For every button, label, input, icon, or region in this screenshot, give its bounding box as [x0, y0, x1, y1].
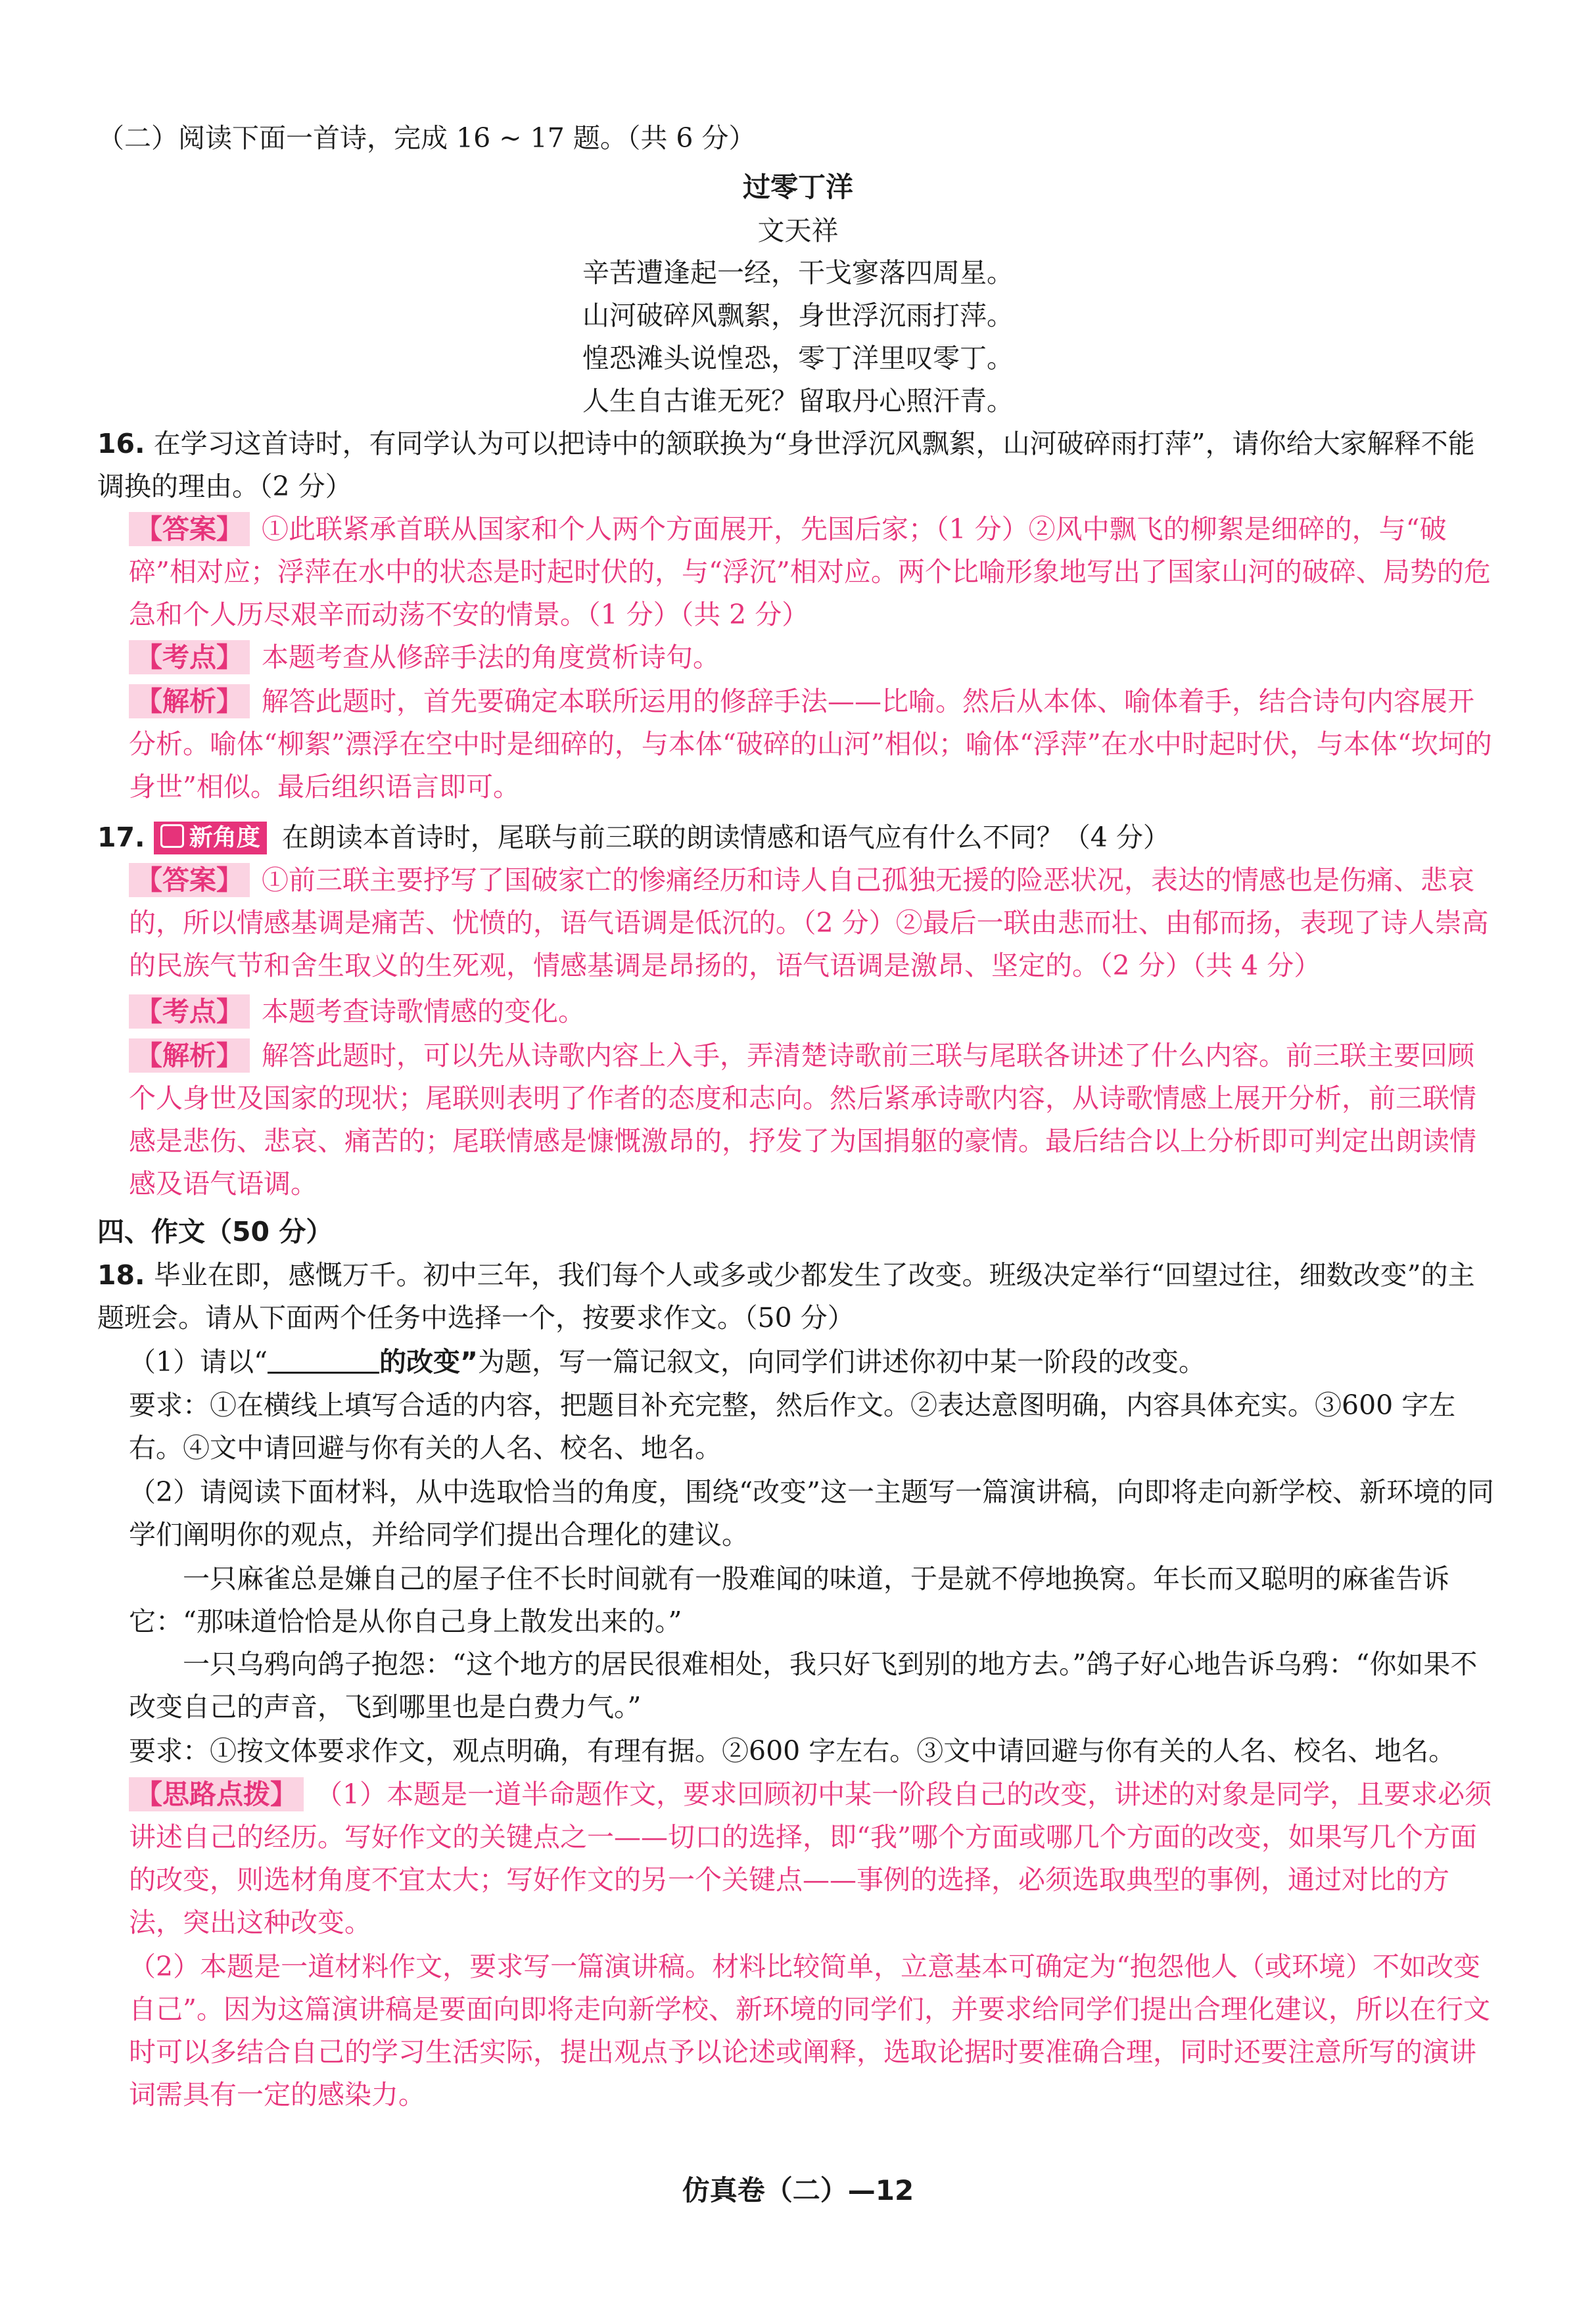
tips-text-2: （2）本题是一道材料作文，要求写一篇演讲稿。材料比较简单，立意基本可确定为“抱怨他人（或环境）不如改变自己”。因为这篇演讲稿是要面向即将走向新学校、新环境的同学们，并要求给同学们提出合理化建议，所以在行文时可以多结合自己的学习生活实际，提出观点予以论述或阐释，选取论据时要准确合理，同时还要注意所写的演讲词需具有一定的感染力。: [129, 1951, 1490, 2110]
section-heading: 四、作文（50 分）: [97, 1216, 333, 1247]
answer-tag: 【答案】: [129, 863, 250, 897]
blank-line: [268, 1352, 379, 1374]
analysis-text: 解答此题时，首先要确定本联所运用的修辞手法——比喻。然后从本体、喻体着手，结合诗句内容展开分析。喻体“柳絮”漂浮在空中时是细碎的，与本体“破碎的山河”相似；喻体“浮萍”在水中时起时伏，与本体“坎坷的身世”相似。最后组织语言即可。: [129, 686, 1492, 803]
requirements-1: 要求：①在横线上填写合适的内容，把题目补充完整，然后作文。②表达意图明确，内容具体充实。③600 字左右。④文中请回避与你有关的人名、校名、地名。: [129, 1389, 1456, 1464]
point-tag: 【考点】: [129, 994, 250, 1029]
poem-author: 文天祥: [757, 215, 839, 246]
analysis-tag: 【解析】: [129, 684, 250, 718]
analysis-block: [97, 1035, 1499, 1205]
point-block: [97, 990, 1499, 1033]
tips-text-1: （1）本题是一道半命题作文，要求回顾初中某一阶段自己的改变，讲述的对象是同学，且要求必须讲述自己的经历。写好作文的关键点之一——切口的选择，即“我”哪个方面或哪几个方面的改变，如果写几个方面的改变，则选材角度不宜太大；写好作文的另一个关键点——事例的选择，必须选取典型的事例，通过对比的方法，突出这种改变。: [129, 1779, 1492, 1938]
task-1-title: 的改变”: [379, 1346, 478, 1378]
poem-line: 惶恐滩头说惶恐，零丁洋里叹零丁。: [582, 342, 1014, 374]
answer-text: ①此联紧承首联从国家和个人两个方面展开，先国后家；（1 分）②风中飘飞的柳絮是细碎的，与“破碎”相对应；浮萍在水中的状态是时起时伏的，与“浮沉”相对应。两个比喻形象地写出了国家山河的破碎、局势的危急和个人历尽艰辛而动荡不安的情景。（1 分）（共 2 分）: [129, 513, 1491, 630]
task-1: [97, 1341, 1499, 1384]
question-18: [97, 1254, 1499, 1339]
task-2: （2）请阅读下面材料，从中选取恰当的角度，围绕“改变”这一主题写一篇演讲稿，向即将走向新学校、新环境的同学们阐明你的观点，并给同学们提出合理化的建议。: [129, 1476, 1495, 1550]
question-number: 17.: [97, 822, 145, 853]
poem-line: 山河破碎风飘絮，身世浮沉雨打萍。: [582, 300, 1014, 331]
analysis-tag: 【解析】: [129, 1038, 250, 1073]
answer-tag: 【答案】: [129, 512, 250, 546]
question-17: [97, 816, 1499, 859]
task-1-text: 为题，写一篇记叙文，向同学们讲述你初中某一阶段的改变。: [478, 1346, 1206, 1378]
material-story-2: 一只乌鸦向鸽子抱怨：“这个地方的居民很难相处，我只好飞到别的地方去。”鸽子好心地告诉乌鸦：“你如果不改变自己的声音，飞到哪里也是白费力气。”: [129, 1648, 1478, 1723]
question-number: 16.: [97, 428, 145, 459]
point-text: 本题考查从修辞手法的角度赏析诗句。: [262, 641, 720, 673]
question-text: 毕业在即，感慨万千。初中三年，我们每个人或多或少都发生了改变。班级决定举行“回望过往，细数改变”的主题班会。请从下面两个任务中选择一个，按要求作文。（50 分）: [97, 1259, 1475, 1334]
answer-block: [97, 508, 1499, 636]
page-footer: 仿真卷（二）—12: [682, 2174, 914, 2206]
section-heading: （二）阅读下面一首诗，完成 16 ~ 17 题。（共 6 分）: [97, 122, 756, 154]
tips-tag: 【思路点拨】: [129, 1777, 304, 1811]
thumb-icon: [160, 824, 184, 848]
question-number: 18.: [97, 1259, 145, 1291]
requirements-2: 要求：①按文体要求作文，观点明确，有理有据。②600 字左右。③文中请回避与你有关的人名、校名、地名。: [129, 1735, 1456, 1767]
tips-block: [97, 1773, 1499, 1944]
analysis-block: [97, 680, 1499, 808]
task-1-text: （1）请以“: [129, 1346, 268, 1378]
poem-title: 过零丁洋: [742, 171, 853, 203]
answer-text: ①前三联主要抒写了国破家亡的惨痛经历和诗人自己孤独无援的险恶状况，表达的情感也是伤痛、悲哀的，所以情感基调是痛苦、忧愤的，语气语调是低沉的。（2 分）②最后一联由悲而壮、由郁而扬，表现了诗人崇高的民族气节和舍生取义的生死观，情感基调是昂扬的，语气语调是激昂、坚定的。（2 分）（共 4 分）: [129, 864, 1489, 981]
question-16: [97, 423, 1499, 508]
question-text: 在学习这首诗时，有同学认为可以把诗中的颔联换为“身世浮沉风飘絮，山河破碎雨打萍”，请你给大家解释不能调换的理由。（2 分）: [97, 428, 1475, 502]
answer-block: [97, 859, 1499, 987]
point-text: 本题考查诗歌情感的变化。: [262, 996, 585, 1027]
question-text: 在朗读本首诗时，尾联与前三联的朗读情感和语气应有什么不同？（4 分）: [281, 822, 1170, 853]
point-tag: 【考点】: [129, 640, 250, 674]
point-block: [97, 636, 1499, 679]
material-story-1: 一只麻雀总是嫌自己的屋子住不长时间就有一股难闻的味道，于是就不停地换窝。年长而又聪明的麻雀告诉它：“那味道恰恰是从你自己身上散发出来的。”: [129, 1563, 1449, 1637]
new-angle-badge: 新角度: [154, 822, 267, 854]
poem-line: 辛苦遭逢起一经，干戈寥落四周星。: [582, 257, 1014, 289]
analysis-text: 解答此题时，可以先从诗歌内容上入手，弄清楚诗歌前三联与尾联各讲述了什么内容。前三联主要回顾个人身世及国家的现状；尾联则表明了作者的态度和志向。然后紧承诗歌内容，从诗歌情感上展开分析，前三联情感是悲伤、悲哀、痛苦的；尾联情感是慷慨激昂的，抒发了为国捐躯的豪情。最后结合以上分析即可判定出朗读情感及语气语调。: [129, 1040, 1476, 1199]
poem-line: 人生自古谁无死？留取丹心照汗青。: [582, 385, 1014, 417]
